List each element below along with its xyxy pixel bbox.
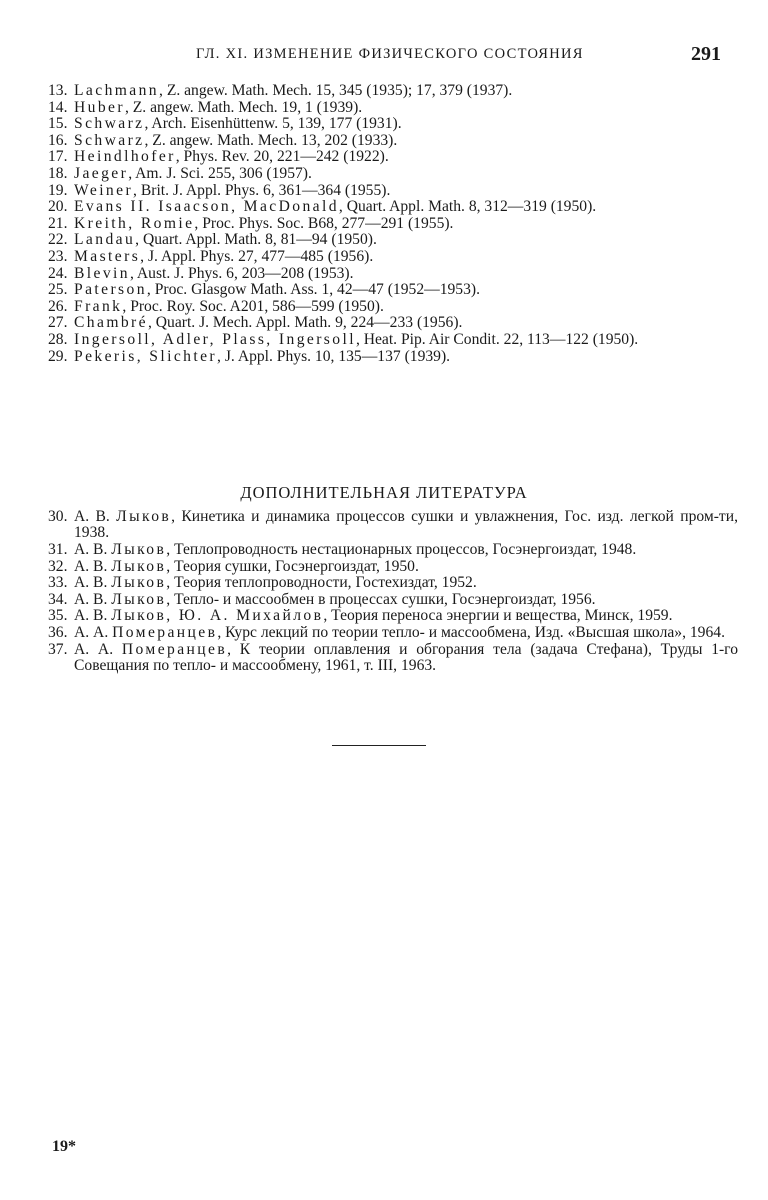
reference-item: 21. Kreith, Romie, Proc. Phys. Soc. B68, 277—291 (1955). [48, 214, 454, 232]
reference-item: 17. Heindlhofer, Phys. Rev. 20, 221—242 (1922). [48, 148, 389, 166]
printer-signature: 19* [52, 1138, 76, 1155]
reference-item: 19. Weiner, Brit. J. Appl. Phys. 6, 361—364 (1955). [48, 181, 391, 199]
additional-reference-list [48, 509, 738, 675]
reference-item: 13. Lachmann, Z. angew. Math. Mech. 15, 345 (1935); 17, 379 (1937). [48, 82, 513, 99]
reference-item: 15. Schwarz, Arch. Eisenhüttenw. 5, 139, 177 (1931). [48, 115, 402, 133]
reference-item: 14. Huber, Z. angew. Math. Mech. 19, 1 (1939). [48, 98, 363, 116]
reference-item: 29. Pekeris, Slichter, J. Appl. Phys. 10, 135—137 (1939). [48, 347, 451, 365]
reference-item: 35. А. В. Лыков, Ю. А. Михайлов, Теория переноса энергии и вещества, Минск, 1959. [48, 607, 673, 625]
reference-item: 33. А. В. Лыков, Теория теплопроводности, Гостехиздат, 1952. [48, 574, 477, 592]
reference-item: 24. Blevin, Aust. J. Phys. 6, 203—208 (1953). [48, 264, 354, 282]
reference-item: 26. Frank, Proc. Roy. Soc. A201, 586—599 (1950). [48, 297, 384, 315]
reference-item: 36. А. А. Померанцев, Курс лекций по теории тепло- и массообмена, Изд. «Высшая школа», 1964. [48, 623, 725, 641]
reference-item: 31. А. В. Лыков, Теплопроводность нестационарных процессов, Госэнергоиздат, 1948. [48, 541, 637, 558]
reference-item: 37. А. А. Померанцев, К теории оплавления и обгорания тела (задача Стефана), Труды 1-го Совещания по тепло- и массообмену, 1961, т. III, 1963. [48, 640, 738, 674]
reference-item: 30. А. В. Лыков, Кинетика и динамика процессов сушки и увлажнения, Гос. изд. легкой пром-ти, 1938. [48, 508, 738, 542]
page-header [196, 43, 721, 67]
running-title: ГЛ. XI. ИЗМЕНЕНИЕ ФИЗИЧЕСКОГО СОСТОЯНИЯ [196, 46, 584, 62]
reference-item: 34. А. В. Лыков, Тепло- и массообмен в процессах сушки, Госэнергоиздат, 1956. [48, 590, 596, 608]
reference-item: 32. А. В. Лыков, Теория сушки, Госэнергоиздат, 1950. [48, 557, 419, 575]
reference-list [48, 83, 738, 365]
reference-item: 23. Masters, J. Appl. Phys. 27, 477—485 (1956). [48, 247, 374, 265]
reference-item: 16. Schwarz, Z. angew. Math. Mech. 13, 202 (1933). [48, 131, 398, 149]
reference-item: 28. Ingersoll, Adler, Plass, Ingersoll, Heat. Pip. Air Condit. 22, 113—122 (1950). [48, 330, 639, 348]
end-rule-divider [332, 745, 426, 746]
reference-item: 27. Chambré, Quart. J. Mech. Appl. Math. 9, 224—233 (1956). [48, 314, 463, 332]
reference-item: 22. Landau, Quart. Appl. Math. 8, 81—94 (1950). [48, 231, 377, 249]
reference-item: 18. Jaeger, Am. J. Sci. 255, 306 (1957). [48, 164, 312, 182]
section-title: ДОПОЛНИТЕЛЬНАЯ ЛИТЕРАТУРА [240, 483, 528, 502]
reference-item: 25. Paterson, Proc. Glasgow Math. Ass. 1, 42—47 (1952—1953). [48, 281, 480, 299]
reference-item: 20. Evans II. Isaacson, MacDonald, Quart. Appl. Math. 8, 312—319 (1950). [48, 198, 597, 216]
page-number: 291 [691, 43, 721, 65]
